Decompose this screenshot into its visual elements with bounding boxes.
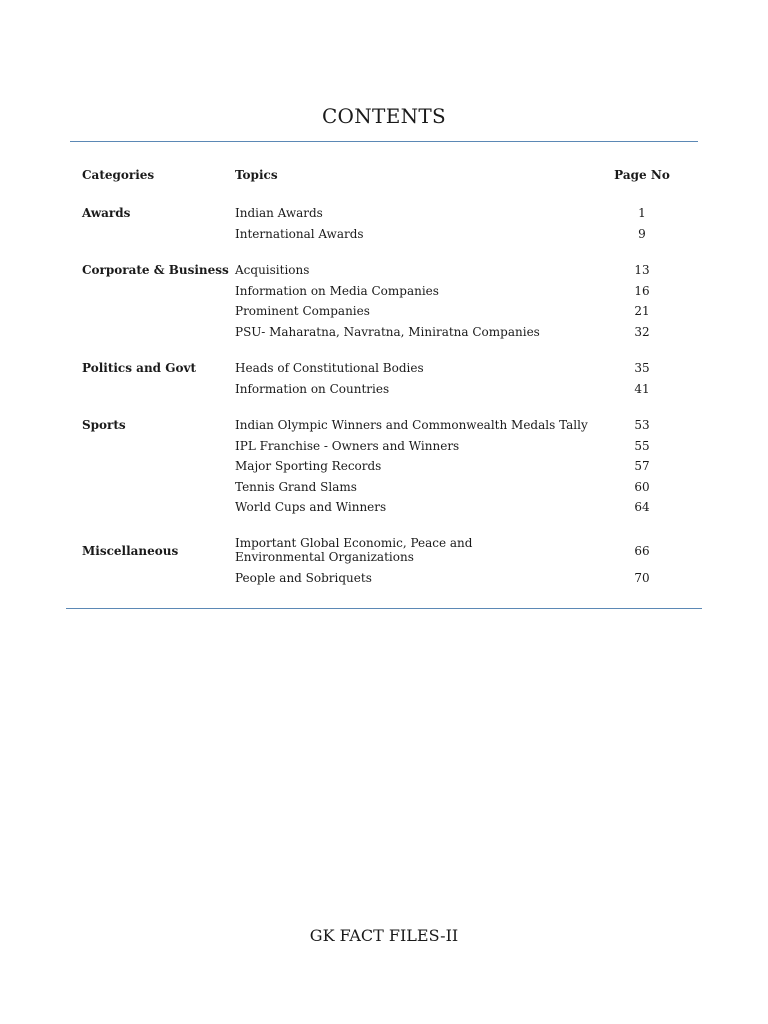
category-label: Corporate & Business bbox=[82, 263, 229, 277]
table-row bbox=[82, 415, 682, 436]
table-row bbox=[82, 224, 682, 245]
page-number: 57 bbox=[634, 459, 650, 473]
page-number: 66 bbox=[634, 543, 650, 558]
topic-title: IPL Franchise - Owners and Winners bbox=[235, 438, 460, 453]
table-row bbox=[82, 203, 682, 224]
table-row bbox=[82, 456, 682, 477]
page-number: 60 bbox=[634, 479, 650, 494]
category-label: Sports bbox=[82, 418, 126, 432]
table-row bbox=[82, 436, 682, 457]
page-number: 9 bbox=[638, 226, 646, 241]
category-label: Awards bbox=[82, 206, 131, 220]
section-spacer bbox=[82, 399, 682, 415]
category-label: Miscellaneous bbox=[82, 543, 179, 558]
table-row bbox=[82, 497, 682, 518]
table-row bbox=[82, 260, 682, 281]
table-row bbox=[82, 358, 682, 379]
topic-title: Heads of Constitutional Bodies bbox=[235, 361, 424, 375]
topic-title: Prominent Companies bbox=[235, 304, 370, 318]
page-number: 70 bbox=[634, 570, 650, 585]
page-number: 1 bbox=[638, 206, 646, 220]
table-row bbox=[82, 301, 682, 322]
table-row bbox=[82, 281, 682, 302]
section-spacer bbox=[82, 518, 682, 534]
table-row bbox=[82, 534, 682, 568]
contents-table bbox=[82, 166, 682, 588]
topic-title: World Cups and Winners bbox=[235, 500, 387, 514]
header-topics: Topics bbox=[235, 168, 278, 182]
topic-title: Important Global Economic, Peace and Environmental Organizations bbox=[235, 535, 473, 564]
page-number: 53 bbox=[634, 418, 650, 432]
section-spacer bbox=[82, 342, 682, 358]
table-row bbox=[82, 322, 682, 343]
topic-title: International Awards bbox=[235, 226, 364, 241]
page-footer: GK FACT FILES-II bbox=[309, 926, 459, 945]
topic-title: People and Sobriquets bbox=[235, 570, 372, 585]
topic-title: Acquisitions bbox=[235, 263, 310, 277]
contents-body bbox=[82, 203, 682, 588]
bottom-divider bbox=[66, 608, 702, 609]
page-number: 35 bbox=[634, 361, 650, 375]
topic-title: Indian Olympic Winners and Commonwealth Medals Tally bbox=[235, 418, 588, 432]
topic-title: Major Sporting Records bbox=[235, 459, 382, 473]
table-row bbox=[82, 379, 682, 400]
page-number: 21 bbox=[634, 304, 650, 318]
top-divider bbox=[70, 141, 698, 142]
page-number: 41 bbox=[634, 381, 650, 396]
header-categories: Categories bbox=[82, 168, 155, 182]
page-number: 13 bbox=[634, 263, 650, 277]
topic-title: Indian Awards bbox=[235, 206, 323, 220]
page-number: 16 bbox=[634, 283, 650, 298]
topic-title: Information on Countries bbox=[235, 381, 390, 396]
section-spacer bbox=[82, 244, 682, 260]
topic-title: Information on Media Companies bbox=[235, 283, 439, 298]
page-number: 64 bbox=[634, 500, 650, 514]
page-number: 55 bbox=[634, 438, 650, 453]
header-page-no: Page No bbox=[614, 168, 670, 182]
topic-title: PSU- Maharatna, Navratna, Miniratna Companies bbox=[235, 324, 540, 339]
topic-title: Tennis Grand Slams bbox=[235, 479, 357, 494]
category-label: Politics and Govt bbox=[82, 361, 196, 375]
page-number: 32 bbox=[634, 324, 650, 339]
table-header-row bbox=[82, 166, 682, 203]
page-title: CONTENTS bbox=[321, 104, 447, 128]
table-row bbox=[82, 568, 682, 589]
table-row bbox=[82, 477, 682, 498]
